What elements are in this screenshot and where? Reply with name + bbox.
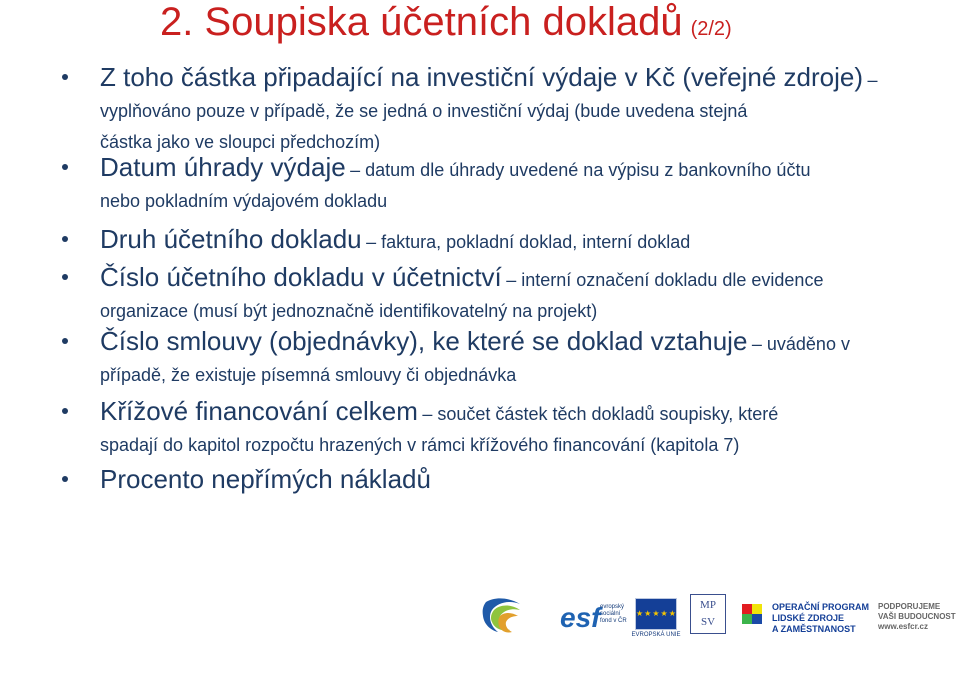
bullet-lead: Datum úhrady výdaje	[100, 152, 346, 182]
bullet-line-1	[100, 396, 940, 430]
op-line-3: A ZAMĚSTNANOST	[772, 624, 856, 634]
bullet-lead: Číslo účetního dokladu v účetnictví	[100, 262, 502, 292]
bullet-item-document-type	[100, 224, 940, 258]
bullet-lead: Procento nepřímých nákladů	[100, 464, 431, 494]
eu-stars-icon: ★★★★★	[636, 609, 677, 618]
bullet-detail: – uváděno v	[751, 334, 850, 354]
bullet-dot	[62, 408, 68, 414]
slide-title-page-indicator: (2/2)	[690, 18, 732, 40]
bullet-line-2: případě, že existuje písemná smlouvy či objednávka	[100, 365, 517, 385]
mpsv-logo	[690, 594, 726, 634]
bullet-dot	[62, 164, 68, 170]
op-square-green	[742, 614, 752, 624]
bullet-line-1	[100, 464, 940, 495]
footer-logos	[480, 592, 956, 644]
eu-emblem-icon	[480, 596, 528, 640]
mpsv-logo-line-1: MP	[700, 599, 716, 611]
bullet-line-1	[100, 262, 940, 296]
bullet-item-contract-number	[100, 326, 940, 391]
bullet-dot	[62, 274, 68, 280]
mpsv-logo-line-2: SV	[700, 616, 716, 628]
bullet-line-1	[100, 224, 940, 258]
slide-title-main: 2. Soupiska účetních dokladů	[160, 0, 683, 44]
op-square-red	[742, 604, 752, 614]
bullet-detail: – interní označení dokladu dle evidence	[506, 270, 824, 290]
eu-flag-caption: EVROPSKÁ UNIE	[631, 632, 681, 638]
bullet-lead: Křížové financování celkem	[100, 396, 418, 426]
esf-logo	[560, 600, 630, 636]
bullet-detail: – faktura, pokladní doklad, interní doklad	[366, 232, 691, 252]
bullet-lead: Z toho částka připadající na investiční výdaje v Kč (veřejné zdroje)	[100, 62, 864, 92]
bullet-item-cross-financing	[100, 396, 940, 461]
esf-logo-small-text: evropský sociální fond v ČR	[600, 604, 627, 624]
op-square-yellow	[752, 604, 762, 614]
bullet-line-2: vyplňováno pouze v případě, že se jedná o investiční výdaj (bude uvedena stejná	[100, 101, 748, 121]
bullet-dot	[62, 236, 68, 242]
support-line-3: www.esfcr.cz	[878, 622, 928, 631]
bullet-item-document-number	[100, 262, 940, 327]
support-line-1: PODPORUJEME	[878, 602, 941, 611]
bullet-lead: Druh účetního dokladu	[100, 224, 362, 254]
esf-logo-mark: esf	[560, 602, 601, 633]
bullet-item-investment-amount	[100, 62, 940, 158]
bullet-line-2: nebo pokladním výdajovém dokladu	[100, 191, 388, 211]
op-program-text	[772, 602, 892, 635]
bullet-line-3: částka jako ve sloupci předchozím)	[100, 132, 381, 152]
bullet-detail: – součet částek těch dokladů soupisky, které	[422, 404, 779, 424]
eu-flag-icon	[635, 598, 677, 630]
op-logo-squares-icon	[742, 604, 762, 632]
support-text	[878, 602, 956, 632]
bullet-item-payment-date	[100, 152, 940, 217]
slide-title	[160, 2, 732, 42]
bullet-line-2: organizace (musí být jednoznačně identifikovatelný na projekt)	[100, 301, 598, 321]
bullet-line-1	[100, 326, 940, 360]
op-line-1: OPERAČNÍ PROGRAM	[772, 602, 870, 612]
bullet-dash: –	[867, 70, 878, 90]
bullet-line-1	[100, 62, 940, 96]
bullet-dot	[62, 476, 68, 482]
op-line-2: LIDSKÉ ZDROJE	[772, 613, 845, 623]
bullet-item-indirect-costs	[100, 464, 940, 495]
bullet-line-2: spadají do kapitol rozpočtu hrazených v rámci křížového financování (kapitola 7)	[100, 435, 740, 455]
op-square-blue	[752, 614, 762, 624]
bullet-dot	[62, 74, 68, 80]
bullet-detail: – datum dle úhrady uvedené na výpisu z bankovního účtu	[350, 160, 811, 180]
bullet-dot	[62, 338, 68, 344]
bullet-line-1	[100, 152, 940, 186]
support-line-2: VAŠI BUDOUCNOST	[878, 612, 956, 621]
bullet-lead: Číslo smlouvy (objednávky), ke které se doklad vztahuje	[100, 326, 748, 356]
